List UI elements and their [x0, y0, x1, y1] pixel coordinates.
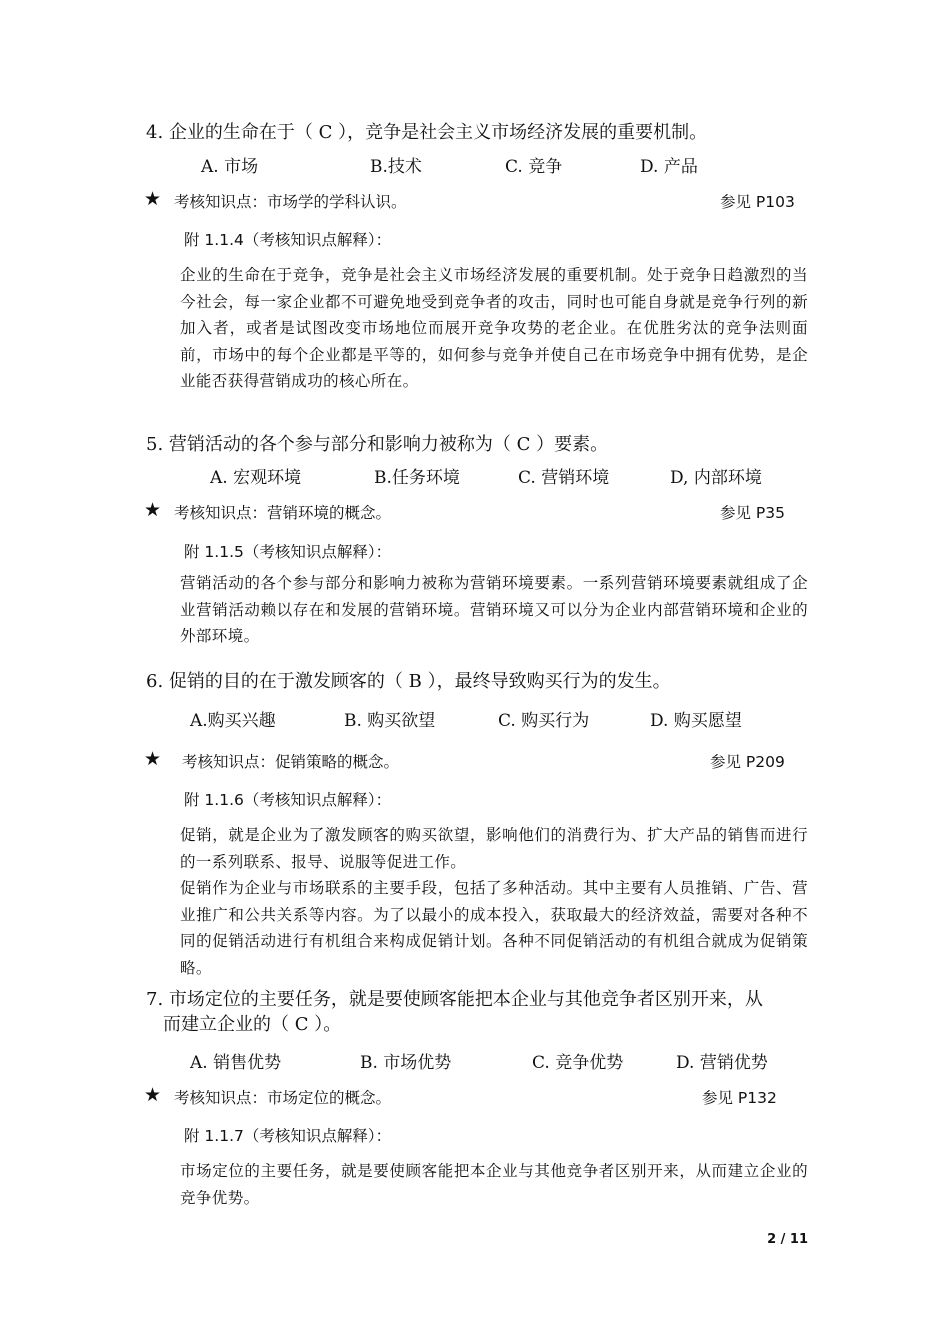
page-reference: 参见 P132 — [702, 1089, 777, 1107]
question-4-stem: 4. 企业的生命在于（ C ），竞争是社会主义市场经济发展的重要机制。 — [146, 122, 708, 143]
question-4-knowledge-row — [0, 188, 950, 214]
question-4-sub-heading: 附 1.1.4（考核知识点解释）： — [184, 231, 392, 249]
knowledge-point: 考核知识点：促销策略的概念。 — [182, 753, 400, 771]
star-icon: ★ — [144, 1084, 162, 1106]
explanation-paragraph: 促销作为企业与市场联系的主要手段，包括了多种活动。其中主要有人员推销、广告、营业推广和公共关系等内容。为了以最小的成本投入，获取最大的经济效益，需要对各种不同的促销活动进行有机组合来构成促销计划。各种不同促销活动的有机组合就成为促销策略。 — [180, 879, 808, 977]
question-7-option-b: B. 市场优势 — [360, 1053, 452, 1073]
question-6-knowledge-row — [0, 748, 950, 774]
question-5-explanation — [180, 570, 808, 650]
explanation-paragraph: 企业的生命在于竞争，竞争是社会主义市场经济发展的重要机制。处于竞争日趋激烈的当今社会，每一家企业都不可避免地受到竞争者的攻击，同时也可能自身就是竞争行列的新加入者，或者是试图改变市场地位而展开竞争攻势的老企业。在优胜劣汰的竞争法则面前，市场中的每个企业都是平等的，如何参与竞争并使自己在市场竞争中拥有优势，是企业能否获得营销成功的核心所在。 — [180, 266, 808, 390]
question-6-sub-heading: 附 1.1.6（考核知识点解释）： — [184, 791, 392, 809]
question-6-option-a: A.购买兴趣 — [190, 711, 276, 731]
question-6-option-d: D. 购买愿望 — [650, 711, 742, 731]
page-reference: 参见 P209 — [710, 753, 785, 771]
question-7-explanation — [180, 1158, 808, 1211]
knowledge-point: 考核知识点：市场定位的概念。 — [174, 1089, 392, 1107]
page-reference: 参见 P35 — [720, 504, 785, 522]
question-4-option-c: C. 竞争 — [505, 157, 563, 177]
question-5-sub-heading: 附 1.1.5（考核知识点解释）： — [184, 543, 392, 561]
question-7-stem-line-2: 而建立企业的（ C ）。 — [163, 1014, 342, 1035]
star-icon: ★ — [144, 188, 162, 210]
question-5-option-c: C. 营销环境 — [518, 468, 610, 488]
knowledge-point: 考核知识点：市场学的学科认识。 — [174, 193, 407, 211]
question-7-option-d: D. 营销优势 — [676, 1053, 768, 1073]
question-5-option-b: B.任务环境 — [374, 468, 460, 488]
question-7-stem-line-1: 7. 市场定位的主要任务，就是要使顾客能把本企业与其他竞争者区别开来，从 — [146, 989, 763, 1010]
question-5-stem: 5. 营销活动的各个参与部分和影响力被称为（ C ）要素。 — [146, 434, 609, 455]
knowledge-point: 考核知识点：营销环境的概念。 — [174, 504, 392, 522]
explanation-paragraph: 营销活动的各个参与部分和影响力被称为营销环境要素。一系列营销环境要素就组成了企业营销活动赖以存在和发展的营销环境。营销环境又可以分为企业内部营销环境和企业的外部环境。 — [180, 574, 808, 645]
question-5-option-a: A. 宏观环境 — [210, 468, 302, 488]
question-4-option-d: D. 产品 — [640, 157, 698, 177]
star-icon: ★ — [144, 748, 162, 770]
explanation-paragraph: 促销，就是企业为了激发顾客的购买欲望，影响他们的消费行为、扩大产品的销售而进行的一系列联系、报导、说服等促进工作。 — [180, 826, 808, 871]
question-7-option-c: C. 竞争优势 — [532, 1053, 624, 1073]
question-7-knowledge-row — [0, 1084, 950, 1110]
question-7-sub-heading: 附 1.1.7（考核知识点解释）： — [184, 1127, 392, 1145]
question-4-explanation — [180, 262, 808, 395]
page-number: 2 / 11 — [767, 1232, 808, 1247]
explanation-paragraph: 市场定位的主要任务，就是要使顾客能把本企业与其他竞争者区别开来，从而建立企业的竞争优势。 — [180, 1162, 808, 1207]
question-7-option-a: A. 销售优势 — [190, 1053, 282, 1073]
question-6-stem: 6. 促销的目的在于激发顾客的（ B ），最终导致购买行为的发生。 — [146, 671, 671, 692]
question-4-option-b: B.技术 — [370, 157, 422, 177]
star-icon: ★ — [144, 499, 162, 521]
question-4-option-a: A. 市场 — [201, 157, 259, 177]
question-5-option-d: D, 内部环境 — [670, 468, 762, 488]
question-6-option-c: C. 购买行为 — [498, 711, 590, 731]
page-reference: 参见 P103 — [720, 193, 795, 211]
question-5-knowledge-row — [0, 499, 950, 525]
question-6-explanation — [180, 822, 808, 981]
question-6-option-b: B. 购买欲望 — [344, 711, 436, 731]
